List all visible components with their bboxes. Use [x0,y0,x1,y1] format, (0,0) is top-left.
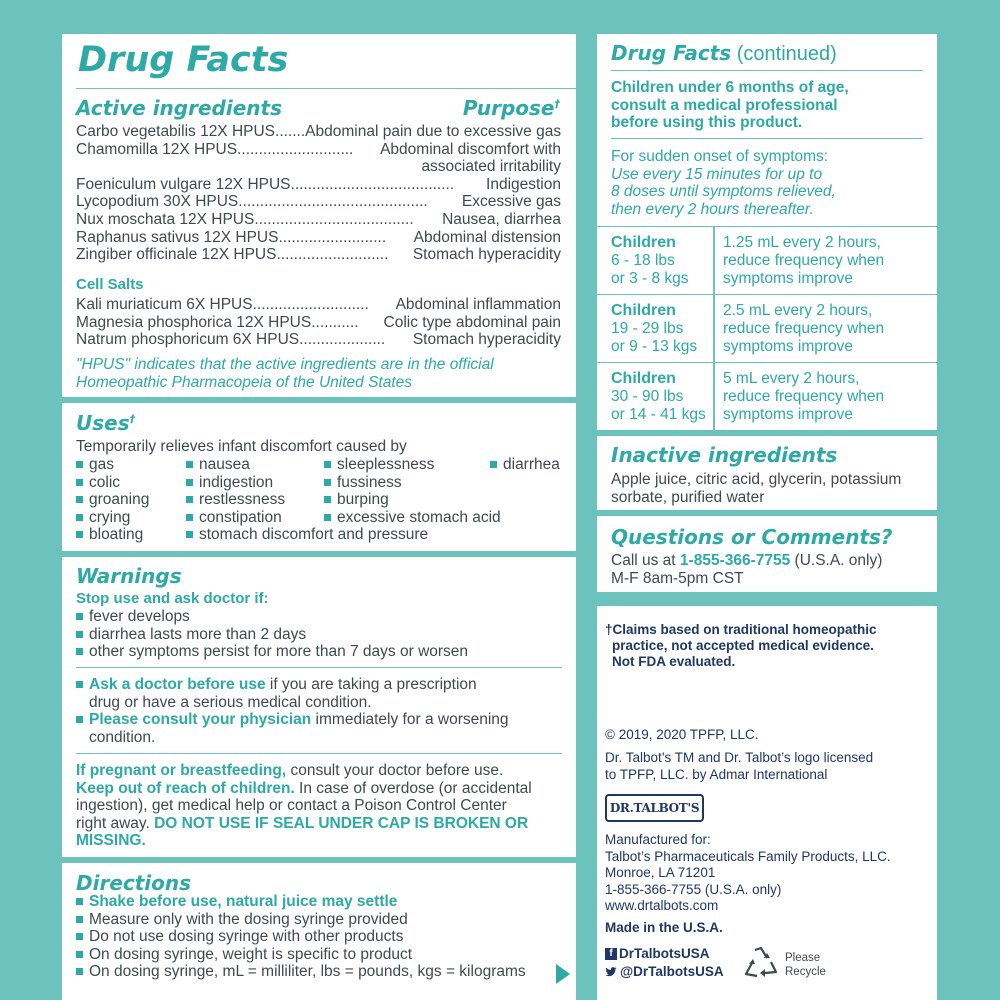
dosing-row [597,362,937,430]
use-item: groaning [76,491,149,509]
stop-use-item: diarrhea lasts more than 2 days [76,626,468,644]
license-text: Dr. Talbot’s TM and Dr. Talbot’s logo licensed to TPFP, LLC. by Admar International [605,750,874,782]
ingredient-row [76,246,561,264]
ingredient-purpose: Abdominal inflammation [395,296,561,313]
ingredient-name: Chamomilla 12X HPUS........................... [76,140,354,158]
bullet-icon [186,479,193,486]
use-item: constipation [186,509,428,527]
dosing-weight: Children 30 - 90 lbs or 14 - 41 kgs [611,370,706,423]
inactive-ingredients-text: Apple juice, citric acid, glycerin, potassium sorbate, purified water [611,471,902,506]
bullet-icon [324,514,331,521]
ingredient-row [76,176,561,194]
bullet-icon [186,514,193,521]
directions-heading: Directions [76,871,192,895]
active-ingredients-list [76,123,561,264]
ingredient-row [76,158,561,176]
ingredient-purpose: Excessive gas [461,193,561,211]
ingredient-row [76,331,561,349]
use-item: burping [324,491,501,509]
ingredient-name: Carbo vegetabilis 12X HPUS....... [76,123,306,140]
ingredient-name: Raphanus sativus 12X HPUS......................... [76,228,387,246]
ingredient-purpose: Abdominal pain due to excessive gas [305,123,562,140]
bullet-icon [490,461,497,468]
ingredient-name: Magnesia phosphorica 12X HPUS........... [76,313,359,331]
use-item: stomach discomfort and pressure [186,526,428,544]
bullet-icon [76,968,83,975]
uses-column-1 [76,456,149,544]
uses-panel [62,403,576,551]
warnings-panel [62,557,576,857]
dosing-who: Children [611,370,676,387]
questions-panel [597,516,937,592]
please-recycle-label: Please Recycle [785,952,826,978]
bullet-icon [324,496,331,503]
bullet-icon [186,496,193,503]
ingredient-purpose: associated irritability [421,158,561,176]
pregnancy-and-children-warning: If pregnant or breastfeeding, consult your doctor before use. Keep out of reach of children. In case of overdose (or accidental ingestion), get medical help or contact a Poison Control Center right away. DO NOT USE IF SEAL UNDER CAP IS BROKEN OR MISSING. [76,762,532,850]
manufacturer-info: Manufactured for: Talbot’s Pharmaceuticals Family Products, LLC. Monroe, LA 71201 1-855-366-7755 (U.S.A. only) www.drtalbots.com [605,832,891,913]
uses-heading: Uses† [76,411,136,435]
purpose-heading: Purpose† [462,96,560,120]
bullet-icon [76,479,83,486]
bullet-icon [186,531,193,538]
questions-heading: Questions or Comments? [611,525,893,549]
directions-list [76,893,526,981]
uses-column-4 [490,456,560,474]
ingredient-row [76,123,561,141]
ingredient-purpose: Colic type abdominal pain [383,313,561,331]
cell-salts-list [76,296,561,349]
ingredient-purpose: Nausea, diarrhea [442,210,561,228]
direction-item: Shake before use, natural juice may settle [76,893,526,911]
ingredient-row [76,314,561,332]
dosing-amount: 5 mL every 2 hours, reduce frequency when symptoms improve [723,370,885,423]
bullet-icon [186,461,193,468]
use-item: gas [76,456,149,474]
directions-panel [62,863,576,1000]
claims-disclaimer: †Claims based on traditional homeopathic practice, not accepted medical evidence. Not FDA evaluated. [605,622,877,669]
dosing-weight: Children 6 - 18 lbs or 3 - 8 kgs [611,234,689,287]
facebook-icon: f [605,948,617,960]
inactive-ingredients-panel [597,436,937,510]
ingredient-row [76,193,561,211]
dosing-who: Children [611,234,676,251]
ingredient-purpose: Indigestion [486,175,561,193]
use-item: nausea [186,456,428,474]
ingredient-name: Natrum phosphoricum 6X HPUS.................... [76,331,386,349]
use-item: bloating [76,526,149,544]
use-item: indigestion [186,474,428,492]
dosing-row [597,294,937,362]
bullet-icon [324,461,331,468]
active-ingredients-heading: Active ingredients [76,96,282,120]
uses-column-3 [324,456,501,526]
infant-warning: Children under 6 months of age, consult a medical professional before using this product. [611,79,849,132]
bullet-icon [324,479,331,486]
ingredient-row [76,229,561,247]
ask-doctor-warning: Ask a doctor before use if you are taking a prescription drug or have a serious medical condition. Please consult your physician immediately for a worsening condition. [76,676,509,746]
ingredient-row [76,296,561,314]
ingredient-row [76,141,561,159]
direction-item: On dosing syringe, mL = milliliter, lbs = pounds, kgs = kilograms [76,963,526,981]
recycle-icon [743,946,779,980]
stop-use-item: other symptoms persist for more than 7 days or worsen [76,643,468,661]
use-item: sleeplessness [324,456,501,474]
bullet-icon [76,461,83,468]
bullet-icon [76,631,83,638]
stop-use-list [76,608,468,661]
warnings-heading: Warnings [76,564,182,588]
dr-talbots-logo: DR.TALBOT'S [605,794,704,822]
hpus-note: "HPUS" indicates that the active ingredients are in the official Homeopathic Pharmacopeia of the United States [76,356,494,391]
use-item: excessive stomach acid [324,509,501,527]
ingredient-purpose: Abdominal distension [413,228,561,246]
inactive-ingredients-heading: Inactive ingredients [611,443,838,467]
ingredient-purpose: Stomach hyperacidity [412,331,561,349]
contact-info: Call us at 1-855-366-7755 (U.S.A. only) M-F 8am-5pm CST [611,552,883,587]
direction-item: Do not use dosing syringe with other products [76,928,526,946]
dosing-who: Children [611,302,676,319]
use-item: restlessness [186,491,428,509]
continue-arrow-icon [556,964,570,984]
dosing-amount: 1.25 mL every 2 hours, reduce frequency when symptoms improve [723,234,885,287]
use-item: fussiness [324,474,501,492]
stop-use-item: fever develops [76,608,468,626]
bullet-icon [76,648,83,655]
direction-item: On dosing syringe, weight is specific to product [76,946,526,964]
ingredient-name: Lycopodium 30X HPUS............................................ [76,193,428,211]
drug-facts-continued-title: Drug Facts (continued) [611,41,837,65]
ingredient-name: Kali muriaticum 6X HPUS........................... [76,296,369,313]
uses-intro: Temporarily relieves infant discomfort caused by [76,438,407,455]
cell-salts-heading: Cell Salts [76,276,144,293]
ingredient-purpose: Stomach hyperacidity [412,246,561,264]
drug-facts-title: Drug Facts [78,40,289,80]
use-item: crying [76,509,149,527]
bullet-icon [76,916,83,923]
twitter-icon [605,966,617,978]
bullet-icon [76,613,83,620]
ingredient-name: Nux moschata 12X HPUS..................................... [76,210,414,228]
use-item: diarrhea [490,456,560,474]
bullet-icon [76,514,83,521]
ingredient-row [76,211,561,229]
bullet-icon [76,933,83,940]
phone-link[interactable]: 1-855-366-7755 [679,552,791,569]
ingredient-purpose: Abdominal discomfort with [380,140,561,158]
use-item: colic [76,474,149,492]
ingredient-name: Zingiber officinale 12X HPUS.......................... [76,246,389,264]
bullet-icon [76,496,83,503]
ingredient-name: Foeniculum vulgare 12X HPUS...................................... [76,175,455,193]
bullet-icon [76,898,83,905]
bullet-icon [76,531,83,538]
facebook-handle[interactable]: f DrTalbotsUSA [605,946,710,961]
dosing-panel [597,34,937,430]
stop-use-heading: Stop use and ask doctor if: [76,590,269,607]
dosing-weight: Children 19 - 29 lbs or 9 - 13 kgs [611,302,698,355]
copyright: © 2019, 2020 TPFP, LLC. [605,727,759,742]
made-in-usa: Made in the U.S.A. [605,920,723,935]
company-panel [597,606,937,1000]
sudden-onset-directions: For sudden onset of symptoms: Use every 15 minutes for up to 8 doses until symptoms relieved, then every 2 hours thereafter. [611,148,836,218]
direction-item: Measure only with the dosing syringe provided [76,911,526,929]
bullet-icon [76,951,83,958]
twitter-handle[interactable]: @DrTalbotsUSA [605,964,724,979]
dosing-amount: 2.5 mL every 2 hours, reduce frequency when symptoms improve [723,302,885,355]
dosing-row [597,226,937,294]
active-ingredients-panel [62,34,576,397]
